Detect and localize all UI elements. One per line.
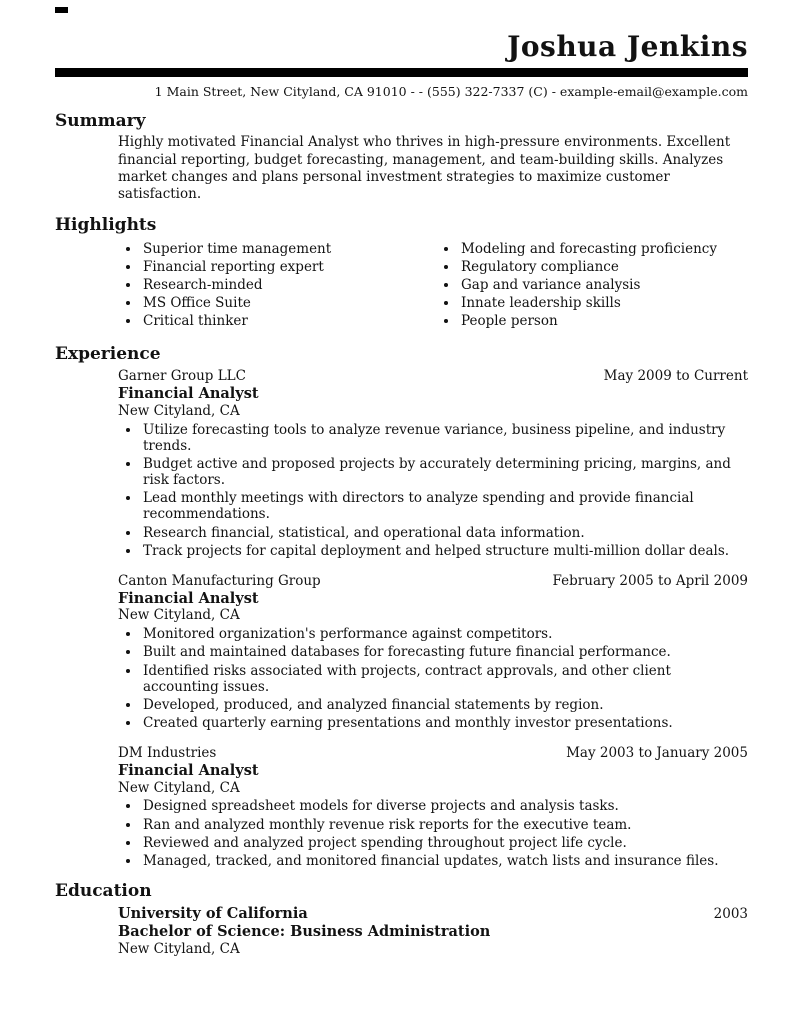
highlight-item: • People person bbox=[459, 313, 748, 329]
highlight-item: • MS Office Suite bbox=[141, 295, 436, 311]
job-header bbox=[118, 745, 748, 762]
job-dates: May 2009 to Current bbox=[603, 368, 748, 385]
summary-heading: Summary bbox=[55, 110, 146, 131]
highlights-left-list bbox=[118, 241, 436, 332]
highlight-item: • Gap and variance analysis bbox=[459, 277, 748, 293]
highlight-item: • Modeling and forecasting proficiency bbox=[459, 241, 748, 257]
education-year: 2003 bbox=[713, 905, 748, 922]
job-company: Canton Manufacturing Group bbox=[118, 573, 321, 589]
education-school-row bbox=[118, 905, 748, 923]
job-bullet: • Developed, produced, and analyzed financial statements by region. bbox=[141, 697, 748, 713]
summary-text: Highly motivated Financial Analyst who thrives in high-pressure environments. Excellent financial reporting, budget forecasting, management, and team-building skills. Analyzes market changes and plans personal investment strategies to maximize customer satisfaction. bbox=[118, 134, 731, 202]
job-bullet: • Monitored organization's performance against competitors. bbox=[141, 626, 748, 642]
job-bullet-list bbox=[118, 422, 748, 560]
contact-line: 1 Main Street, New Cityland, CA 91010 - - (555) 322-7337 (C) - example-email@example.com bbox=[154, 83, 748, 99]
education-heading: Education bbox=[55, 881, 152, 902]
job-company: DM Industries bbox=[118, 745, 217, 762]
corner-mark bbox=[55, 7, 68, 13]
candidate-name: Joshua Jenkins bbox=[507, 30, 748, 63]
highlight-item: • Superior time management bbox=[141, 241, 436, 257]
job-location: New Cityland, CA bbox=[118, 402, 240, 419]
summary-section bbox=[55, 112, 748, 203]
job-title: Financial Analyst bbox=[118, 589, 259, 607]
job-entry bbox=[55, 573, 748, 731]
job-dates: February 2005 to April 2009 bbox=[552, 573, 748, 589]
education-degree: Bachelor of Science: Business Administration bbox=[118, 922, 491, 940]
highlights-heading: Highlights bbox=[55, 215, 157, 236]
job-bullet: • Reviewed and analyzed project spending throughout project life cycle. bbox=[141, 835, 748, 851]
experience-heading: Experience bbox=[55, 343, 161, 364]
job-entry bbox=[55, 368, 748, 559]
job-dates: May 2003 to January 2005 bbox=[566, 745, 748, 762]
job-bullet: • Built and maintained databases for forecasting future financial performance. bbox=[141, 644, 748, 660]
resume-header bbox=[55, 32, 748, 99]
education-location: New Cityland, CA bbox=[118, 941, 240, 958]
highlights-right-list bbox=[436, 241, 748, 332]
job-header bbox=[118, 573, 748, 590]
education-section bbox=[55, 882, 748, 958]
header-divider bbox=[55, 68, 748, 77]
job-bullet-list bbox=[118, 798, 748, 869]
job-location: New Cityland, CA bbox=[118, 779, 240, 796]
job-header bbox=[118, 368, 748, 385]
job-bullet: • Track projects for capital deployment and helped structure multi-million dollar deals. bbox=[141, 543, 748, 559]
highlights-columns bbox=[55, 239, 748, 332]
job-bullet: • Created quarterly earning presentations and monthly investor presentations. bbox=[141, 715, 748, 731]
job-bullet: • Research financial, statistical, and operational data information. bbox=[141, 525, 748, 541]
experience-section bbox=[55, 345, 748, 869]
job-bullet: • Utilize forecasting tools to analyze revenue variance, business pipeline, and industry trends. bbox=[141, 422, 748, 454]
job-title: Financial Analyst bbox=[118, 762, 259, 780]
job-bullet-list bbox=[118, 626, 748, 731]
education-school: University of California bbox=[118, 904, 308, 922]
highlights-section bbox=[55, 216, 748, 332]
job-company: Garner Group LLC bbox=[118, 368, 246, 385]
highlight-item: • Regulatory compliance bbox=[459, 259, 748, 275]
job-bullet: • Managed, tracked, and monitored financial updates, watch lists and insurance files. bbox=[141, 853, 748, 869]
job-location: New Cityland, CA bbox=[118, 607, 240, 624]
job-bullet: • Ran and analyzed monthly revenue risk reports for the executive team. bbox=[141, 817, 748, 833]
highlight-item: • Financial reporting expert bbox=[141, 259, 436, 275]
highlight-item: • Innate leadership skills bbox=[459, 295, 748, 311]
job-title: Financial Analyst bbox=[118, 385, 259, 403]
job-bullet: • Lead monthly meetings with directors to analyze spending and provide financial recommendations. bbox=[141, 490, 748, 522]
job-entry bbox=[55, 745, 748, 869]
highlight-item: • Research-minded bbox=[141, 277, 436, 293]
job-bullet: • Budget active and proposed projects by accurately determining pricing, margins, and risk factors. bbox=[141, 456, 748, 488]
job-bullet: • Identified risks associated with projects, contract approvals, and other client accounting issues. bbox=[141, 663, 748, 695]
highlight-item: • Critical thinker bbox=[141, 313, 436, 329]
job-bullet: • Designed spreadsheet models for diverse projects and analysis tasks. bbox=[141, 798, 748, 814]
